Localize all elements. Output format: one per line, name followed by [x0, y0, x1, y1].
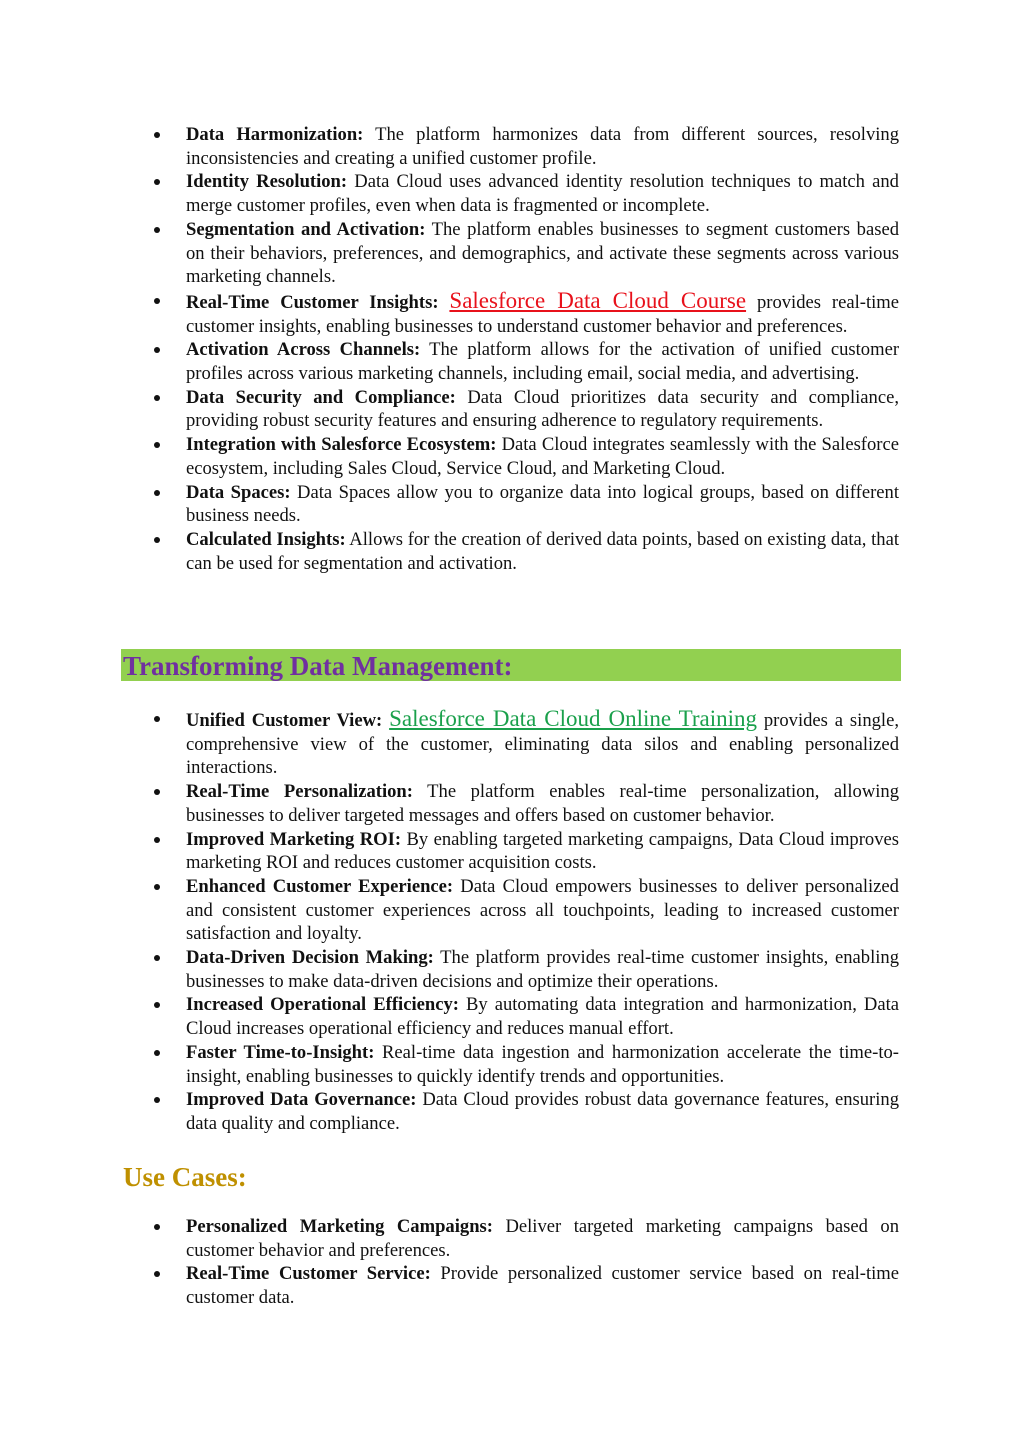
list-item [149, 1262, 899, 1309]
bullet-icon [154, 179, 160, 185]
list-item [149, 338, 899, 385]
item-term: Improved Marketing ROI: [186, 828, 402, 850]
item-term: Real-Time Customer Insights: [186, 291, 439, 313]
item-term: Real-Time Customer Service: [186, 1263, 431, 1285]
bullet-icon [154, 490, 160, 496]
feature-list [149, 123, 899, 575]
bullet-icon [154, 884, 160, 890]
list-item [149, 707, 899, 780]
item-text: Data Cloud integrates seamlessly with the Salesforce ecosystem, including Sales Cloud, Service Cloud, and Marketing Cloud. [186, 434, 899, 479]
bullet-icon [154, 1271, 160, 1277]
list-item [149, 433, 899, 480]
bullet-icon [154, 1224, 160, 1230]
list-item [149, 875, 899, 946]
list-item [149, 386, 899, 433]
bullet-icon [154, 227, 160, 233]
item-text: Data Cloud provides robust data governance features, ensuring data quality and compliance. [186, 1089, 899, 1134]
bullet-icon [154, 298, 160, 304]
bullet-icon [154, 1097, 160, 1103]
section-heading-bar [121, 649, 901, 681]
item-text: Data Spaces allow you to organize data into logical groups, based on different business needs. [186, 481, 899, 527]
list-item [149, 993, 899, 1040]
use-case-list [149, 1215, 899, 1310]
item-text: Data Cloud empowers businesses to deliver personalized and consistent customer experiences across all touchpoints, leading to increased customer satisfaction and loyalty. [186, 875, 899, 945]
item-text: By automating data integration and harmonization, Data Cloud increases operational efficiency and reduces manual effort. [186, 994, 899, 1040]
benefit-list [149, 707, 899, 1136]
item-text: Deliver targeted marketing campaigns based on customer behavior and preferences. [186, 1216, 900, 1261]
item-term: Data Harmonization: [186, 124, 364, 145]
item-text: The platform harmonizes data from different sources, resolving inconsistencies and creating a unified customer profile. [186, 124, 899, 169]
bullet-icon [154, 1050, 160, 1056]
item-term: Segmentation and Activation: [186, 218, 426, 240]
item-term: Calculated Insights: [186, 528, 346, 550]
item-term: Enhanced Customer Experience: [186, 875, 454, 897]
bullet-icon [154, 395, 160, 401]
item-term: Improved Data Governance: [186, 1089, 417, 1111]
item-term: Faster Time-to-Insight: [186, 1041, 375, 1063]
item-text: Real-time data ingestion and harmonization accelerate the time-to-insight, enabling businesses to quickly identify trends and opportunities. [186, 1041, 899, 1087]
training-link[interactable]: Salesforce Data Cloud Online Training [389, 706, 758, 731]
list-item [149, 289, 899, 338]
item-text: By enabling targeted marketing campaigns, Data Cloud improves marketing ROI and reduces customer acquisition costs. [186, 828, 899, 874]
section-heading: Use Cases: [123, 1162, 247, 1192]
item-text: provides a single, comprehensive view of the customer, eliminating data silos and enabling personalized interactions. [186, 710, 899, 779]
item-term: Data Security and Compliance: [186, 386, 456, 408]
item-term: Identity Resolution: [186, 171, 348, 193]
bullet-icon [154, 347, 160, 353]
list-item [149, 1088, 899, 1135]
course-link[interactable]: Salesforce Data Cloud Course [449, 287, 747, 313]
bullet-icon [154, 1002, 160, 1008]
bullet-icon [154, 132, 160, 138]
item-term: Personalized Marketing Campaigns: [186, 1216, 493, 1237]
bullet-icon [154, 955, 160, 961]
item-term: Integration with Salesforce Ecosystem: [186, 434, 497, 456]
item-term: Data-Driven Decision Making: [186, 947, 434, 969]
section-heading: Transforming Data Management: [123, 651, 513, 681]
list-item [149, 828, 899, 875]
list-item [149, 170, 899, 217]
item-text: The platform enables real-time personalization, allowing businesses to deliver targeted messages and offers based on customer behavior. [186, 781, 900, 826]
item-text: The platform enables businesses to segment customers based on their behaviors, preferences, and demographics, and activate these segments across various marketing channels. [186, 218, 900, 288]
bullet-icon [154, 442, 160, 448]
list-item [149, 780, 899, 827]
list-item [149, 1041, 899, 1088]
item-term: Unified Customer View: [186, 710, 383, 731]
item-text: Data Cloud prioritizes data security and compliance, providing robust security features and ensuring adherence to regulatory requirements. [186, 386, 899, 432]
bullet-icon [154, 537, 160, 543]
item-text: Data Cloud uses advanced identity resolution techniques to match and merge customer profiles, even when data is fragmented or incomplete. [186, 171, 899, 217]
bullet-icon [154, 716, 160, 722]
list-item [149, 946, 899, 993]
bullet-icon [154, 789, 160, 795]
list-item [149, 123, 899, 170]
item-term: Data Spaces: [186, 481, 291, 503]
item-text: Allows for the creation of derived data points, based on existing data, that can be used for segmentation and activation. [186, 528, 899, 574]
list-item [149, 481, 899, 528]
list-item [149, 218, 899, 289]
item-text: The platform allows for the activation of unified customer profiles across various marketing channels, including email, social media, and advertising. [186, 339, 900, 385]
list-item [149, 1215, 899, 1262]
item-text: Provide personalized customer service based on real-time customer data. [186, 1263, 899, 1309]
bullet-icon [154, 837, 160, 843]
list-item [149, 528, 899, 575]
item-term: Increased Operational Efficiency: [186, 994, 459, 1016]
item-text: The platform provides real-time customer insights, enabling businesses to make data-driven decisions and optimize their operations. [186, 947, 899, 992]
item-term: Activation Across Channels: [186, 339, 421, 361]
item-term: Real-Time Personalization: [186, 781, 413, 803]
item-text: provides real-time customer insights, enabling businesses to understand customer behavior and preferences. [186, 291, 899, 337]
